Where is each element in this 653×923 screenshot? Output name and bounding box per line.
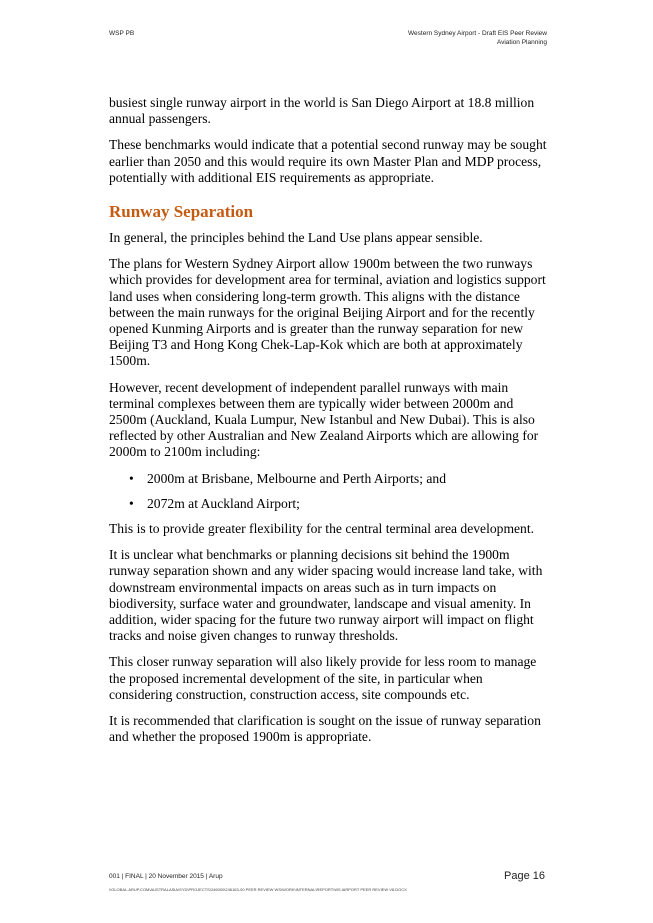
paragraph-parallel-runways: However, recent development of independent parallel runways with main terminal complexes between them are typically wider between 2000m and 2500m (Auckland, Kuala Lumpur, New Istanbul and New Dubai). This is also reflected by other Australian and New Zealand Airports which are allowing for 2000m to 2100m including: — [109, 379, 539, 460]
footer-document-info: 001 | FINAL | 20 November 2015 | Arup — [109, 873, 223, 880]
paragraph-closer-separation: This closer runway separation will also likely provide for less room to manage the proposed incremental development of the site, in particular when considering construction, construction access, site compounds etc. — [109, 654, 537, 702]
list-item-text: 2000m at Brisbane, Melbourne and Perth Airports; and — [147, 470, 447, 486]
header-title-line1: Western Sydney Airport - Draft EIS Peer Review — [408, 30, 547, 37]
paragraph-benchmark-continued: busiest single runway airport in the world is San Diego Airport at 18.8 million annual passengers. — [109, 95, 535, 127]
paragraph-second-runway: These benchmarks would indicate that a potential second runway may be sought earlier than 2050 and this would require its own Master Plan and MDP process, potentially with additional EIS requirements as appropriate. — [109, 137, 547, 185]
bullet-glyph: • — [129, 495, 134, 511]
page-number: Page 16 — [504, 870, 545, 882]
paragraph-land-use: In general, the principles behind the Land Use plans appear sensible. — [109, 230, 483, 246]
header-title-line2: Aviation Planning — [496, 39, 547, 46]
list-item — [109, 471, 549, 487]
bullet-glyph: • — [129, 470, 134, 486]
paragraph-recommendation: It is recommended that clarification is sought on the issue of runway separation and whether the proposed 1900m is appropriate. — [109, 713, 541, 745]
paragraph-runway-distance: The plans for Western Sydney Airport allow 1900m between the two runways which provides for development area for terminal, aviation and logistics support land uses when considering long-term growth. This aligns with the distance between the main runways for the original Beijing Airport and for the recently opened Kunming Airports and is greater than the runway separation for new Beijing T3 and Hong Kong Chek-Lap-Kok which are both at approximately 1500m. — [109, 256, 546, 369]
paragraph-flexibility: This is to provide greater flexibility for the central terminal area development. — [109, 521, 535, 537]
paragraph-unclear-benchmarks: It is unclear what benchmarks or planning decisions sit behind the 1900m runway separation shown and any wider spacing would increase land take, with downstream environmental impacts on areas such as in turn impacts on biodiversity, surface water and groundwater, landscape and visual amenity. In addition, wider spacing for the future two runway airport will impact on flight tracks and noise given changes to runway thresholds. — [109, 547, 543, 644]
footer-file-path: \\GLOBAL.ARUP.COM\AUSTRALASIA\SYD\PROJECTS\246000\246163-00 PEER REVIEW WS\WORK\INTERNAL\REPORT\WS AIRPORT PEER REVIEW V8.DOCX — [109, 887, 407, 892]
list-item-text: 2072m at Auckland Airport; — [147, 495, 300, 511]
list-item — [109, 496, 549, 512]
document-body — [109, 95, 549, 756]
airport-separation-list — [109, 471, 549, 512]
header-company: WSP PB — [109, 30, 135, 37]
header-document-title — [408, 29, 547, 47]
section-heading: Runway Separation — [109, 202, 254, 222]
